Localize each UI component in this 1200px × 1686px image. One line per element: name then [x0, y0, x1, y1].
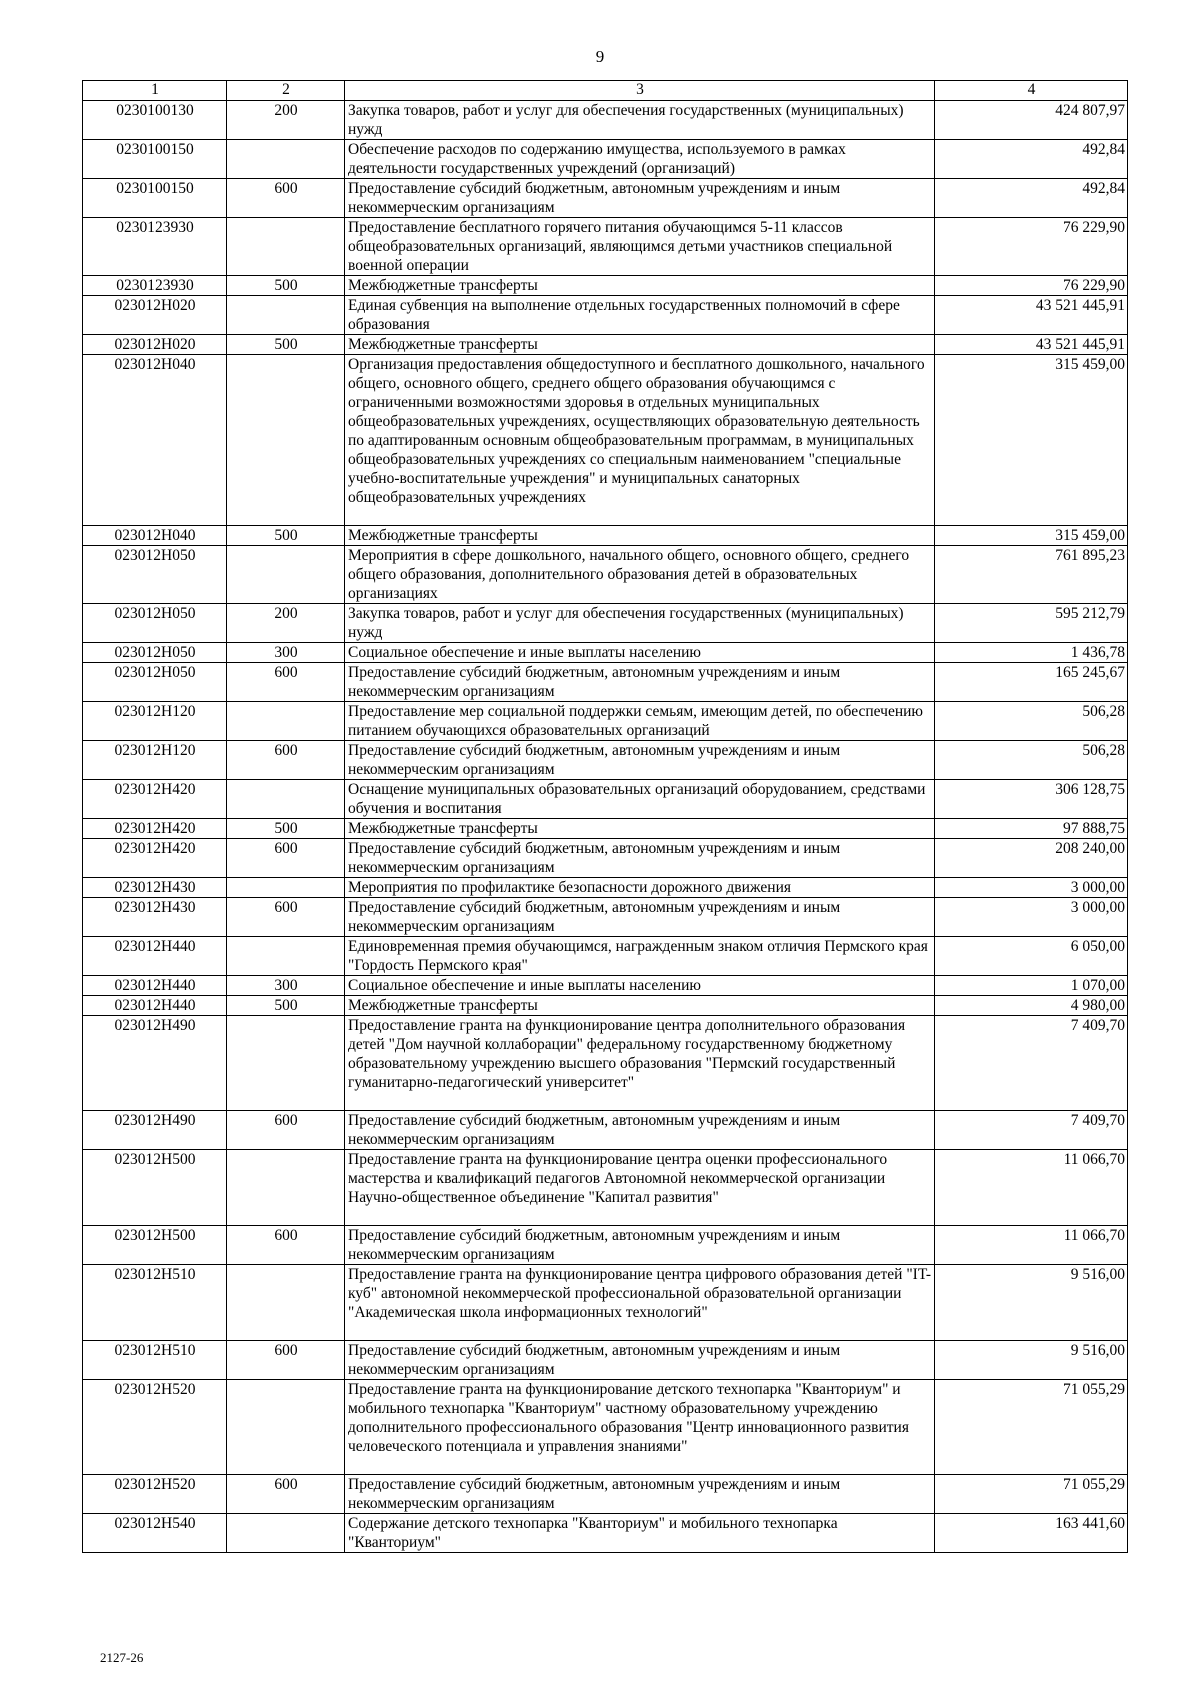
cell-code: 023012Н040	[83, 355, 227, 526]
cell-description: Предоставление субсидий бюджетным, автономным учреждениям и иным некоммерческим организациям	[345, 179, 935, 218]
cell-code: 023012Н050	[83, 604, 227, 643]
cell-amount: 9 516,00	[935, 1265, 1128, 1341]
table-row	[83, 702, 1128, 741]
table-row	[83, 218, 1128, 276]
cell-expense-type: 600	[227, 179, 345, 218]
cell-expense-type: 300	[227, 976, 345, 996]
cell-description: Предоставление гранта на функционирование центра дополнительного образования детей "Дом научной коллаборации" федеральному государственному бюджетному образовательному учреждению высшего образования "Пермский государственный гуманитарно-педагогический университет"	[345, 1016, 935, 1111]
cell-description: Предоставление гранта на функционирование центра цифрового образования детей "IT-куб" автономной некоммерческой профессиональной образовательной организации "Академическая школа информационных технологий"	[345, 1265, 935, 1341]
cell-code: 0230100130	[83, 101, 227, 140]
cell-amount: 7 409,70	[935, 1111, 1128, 1150]
cell-expense-type: 600	[227, 663, 345, 702]
cell-expense-type	[227, 140, 345, 179]
table-row	[83, 996, 1128, 1016]
table-row	[83, 839, 1128, 878]
cell-expense-type	[227, 780, 345, 819]
table-row	[83, 1380, 1128, 1475]
cell-code: 023012Н500	[83, 1150, 227, 1226]
cell-expense-type: 600	[227, 839, 345, 878]
table-row	[83, 1265, 1128, 1341]
cell-description: Предоставление субсидий бюджетным, автономным учреждениям и иным некоммерческим организациям	[345, 741, 935, 780]
cell-code: 023012Н540	[83, 1514, 227, 1553]
table-row	[83, 276, 1128, 296]
table-row	[83, 355, 1128, 526]
cell-amount: 506,28	[935, 702, 1128, 741]
table-row	[83, 643, 1128, 663]
table-row	[83, 1341, 1128, 1380]
cell-code: 023012Н440	[83, 996, 227, 1016]
cell-code: 023012Н420	[83, 780, 227, 819]
budget-table	[82, 80, 1128, 1553]
cell-expense-type: 500	[227, 526, 345, 546]
document-code: 2127-26	[100, 1650, 144, 1665]
cell-description: Единая субвенция на выполнение отдельных государственных полномочий в сфере образования	[345, 296, 935, 335]
cell-expense-type	[227, 878, 345, 898]
cell-expense-type: 600	[227, 1341, 345, 1380]
cell-expense-type: 600	[227, 1111, 345, 1150]
cell-code: 023012Н520	[83, 1475, 227, 1514]
cell-description: Закупка товаров, работ и услуг для обеспечения государственных (муниципальных) нужд	[345, 101, 935, 140]
cell-description: Закупка товаров, работ и услуг для обеспечения государственных (муниципальных) нужд	[345, 604, 935, 643]
cell-expense-type: 500	[227, 996, 345, 1016]
cell-expense-type: 200	[227, 604, 345, 643]
cell-amount: 97 888,75	[935, 819, 1128, 839]
cell-amount: 3 000,00	[935, 878, 1128, 898]
cell-amount: 6 050,00	[935, 937, 1128, 976]
cell-description: Межбюджетные трансферты	[345, 276, 935, 296]
cell-description: Предоставление гранта на функционирование детского технопарка "Кванториум" и мобильного технопарка "Кванториум" частному образовательному учреждению дополнительного профессионального образования "Центр инновационного развития человеческого потенциала и управления знаниями"	[345, 1380, 935, 1475]
cell-description: Содержание детского технопарка "Кванториум" и мобильного технопарка "Кванториум"	[345, 1514, 935, 1553]
header-col-3: 3	[345, 81, 935, 101]
header-col-4: 4	[935, 81, 1128, 101]
cell-code: 023012Н490	[83, 1016, 227, 1111]
table-body	[83, 101, 1128, 1553]
cell-description: Единовременная премия обучающимся, награжденным знаком отличия Пермского края "Гордость Пермского края"	[345, 937, 935, 976]
cell-expense-type: 600	[227, 1226, 345, 1265]
cell-amount: 76 229,90	[935, 276, 1128, 296]
table-row	[83, 780, 1128, 819]
cell-expense-type	[227, 1150, 345, 1226]
cell-expense-type	[227, 1514, 345, 1553]
cell-expense-type: 500	[227, 276, 345, 296]
cell-code: 023012Н500	[83, 1226, 227, 1265]
table-row	[83, 101, 1128, 140]
cell-code: 023012Н490	[83, 1111, 227, 1150]
cell-code: 023012Н120	[83, 741, 227, 780]
table-row	[83, 1475, 1128, 1514]
cell-description: Предоставление субсидий бюджетным, автономным учреждениям и иным некоммерческим организациям	[345, 1226, 935, 1265]
cell-code: 0230123930	[83, 276, 227, 296]
cell-description: Мероприятия в сфере дошкольного, начального общего, основного общего, среднего общего образования, дополнительного образования детей в образовательных организациях	[345, 546, 935, 604]
cell-amount: 492,84	[935, 179, 1128, 218]
table-row	[83, 976, 1128, 996]
cell-amount: 315 459,00	[935, 526, 1128, 546]
table-row	[83, 663, 1128, 702]
table-row	[83, 1150, 1128, 1226]
cell-expense-type: 500	[227, 335, 345, 355]
cell-code: 023012Н050	[83, 546, 227, 604]
cell-expense-type	[227, 355, 345, 526]
cell-description: Оснащение муниципальных образовательных организаций оборудованием, средствами обучения и воспитания	[345, 780, 935, 819]
cell-code: 0230123930	[83, 218, 227, 276]
cell-description: Предоставление субсидий бюджетным, автономным учреждениям и иным некоммерческим организациям	[345, 1475, 935, 1514]
cell-code: 023012Н440	[83, 937, 227, 976]
cell-expense-type: 200	[227, 101, 345, 140]
cell-amount: 424 807,97	[935, 101, 1128, 140]
cell-code: 0230100150	[83, 140, 227, 179]
cell-code: 023012Н510	[83, 1265, 227, 1341]
cell-amount: 506,28	[935, 741, 1128, 780]
cell-amount: 208 240,00	[935, 839, 1128, 878]
cell-code: 023012Н040	[83, 526, 227, 546]
header-row	[83, 81, 1128, 101]
cell-expense-type	[227, 1265, 345, 1341]
table-row	[83, 1016, 1128, 1111]
cell-description: Обеспечение расходов по содержанию имущества, используемого в рамках деятельности государственных учреждений (организаций)	[345, 140, 935, 179]
cell-expense-type	[227, 1016, 345, 1111]
table-row	[83, 1514, 1128, 1553]
table-row	[83, 1111, 1128, 1150]
cell-amount: 4 980,00	[935, 996, 1128, 1016]
cell-code: 023012Н120	[83, 702, 227, 741]
cell-expense-type	[227, 296, 345, 335]
cell-description: Предоставление мер социальной поддержки семьям, имеющим детей, по обеспечению питанием обучающихся образовательных организаций	[345, 702, 935, 741]
table-row	[83, 179, 1128, 218]
table-row	[83, 819, 1128, 839]
table-row	[83, 140, 1128, 179]
cell-description: Предоставление бесплатного горячего питания обучающимся 5-11 классов общеобразовательных организаций, являющимся детьми участников специальной военной операции	[345, 218, 935, 276]
cell-amount: 492,84	[935, 140, 1128, 179]
table-row	[83, 296, 1128, 335]
cell-code: 023012Н430	[83, 898, 227, 937]
table-row	[83, 526, 1128, 546]
cell-code: 023012Н420	[83, 819, 227, 839]
cell-amount: 71 055,29	[935, 1475, 1128, 1514]
cell-code: 023012Н050	[83, 643, 227, 663]
table-row	[83, 335, 1128, 355]
table-row	[83, 604, 1128, 643]
cell-expense-type	[227, 1380, 345, 1475]
cell-expense-type	[227, 937, 345, 976]
cell-description: Предоставление субсидий бюджетным, автономным учреждениям и иным некоммерческим организациям	[345, 663, 935, 702]
cell-amount: 315 459,00	[935, 355, 1128, 526]
cell-description: Предоставление субсидий бюджетным, автономным учреждениям и иным некоммерческим организациям	[345, 1341, 935, 1380]
cell-expense-type: 600	[227, 741, 345, 780]
table-row	[83, 898, 1128, 937]
cell-amount: 11 066,70	[935, 1226, 1128, 1265]
cell-expense-type	[227, 546, 345, 604]
cell-amount: 11 066,70	[935, 1150, 1128, 1226]
cell-code: 0230100150	[83, 179, 227, 218]
cell-expense-type	[227, 702, 345, 741]
cell-amount: 165 245,67	[935, 663, 1128, 702]
cell-expense-type: 300	[227, 643, 345, 663]
cell-amount: 7 409,70	[935, 1016, 1128, 1111]
table-row	[83, 878, 1128, 898]
cell-description: Мероприятия по профилактике безопасности дорожного движения	[345, 878, 935, 898]
cell-description: Межбюджетные трансферты	[345, 819, 935, 839]
cell-code: 023012Н020	[83, 335, 227, 355]
cell-amount: 306 128,75	[935, 780, 1128, 819]
cell-code: 023012Н430	[83, 878, 227, 898]
cell-amount: 43 521 445,91	[935, 335, 1128, 355]
header-col-2: 2	[227, 81, 345, 101]
cell-amount: 163 441,60	[935, 1514, 1128, 1553]
cell-amount: 761 895,23	[935, 546, 1128, 604]
cell-expense-type: 600	[227, 1475, 345, 1514]
cell-amount: 76 229,90	[935, 218, 1128, 276]
cell-description: Межбюджетные трансферты	[345, 996, 935, 1016]
cell-description: Организация предоставления общедоступного и бесплатного дошкольного, начального общего, основного общего, среднего общего образования обучающимся с ограниченными возможностями здоровья в отдельных муниципальных общеобразовательных учреждениях, осуществляющих образовательную деятельность по адаптированным основным общеобразовательным программам, в муниципальных общеобразовательных учреждениях со специальным наименованием "специальные учебно-воспитательные учреждения" и муниципальных санаторных общеобразовательных учреждениях	[345, 355, 935, 526]
cell-code: 023012Н050	[83, 663, 227, 702]
cell-code: 023012Н520	[83, 1380, 227, 1475]
cell-amount: 595 212,79	[935, 604, 1128, 643]
cell-amount: 1 070,00	[935, 976, 1128, 996]
page-number: 9	[595, 47, 605, 66]
cell-description: Социальное обеспечение и иные выплаты населению	[345, 643, 935, 663]
cell-code: 023012Н020	[83, 296, 227, 335]
cell-description: Предоставление гранта на функционирование центра оценки профессионального мастерства и квалификаций педагогов Автономной некоммерческой организации Научно-общественное объединение "Капитал развития"	[345, 1150, 935, 1226]
table-row	[83, 937, 1128, 976]
cell-code: 023012Н440	[83, 976, 227, 996]
cell-description: Предоставление субсидий бюджетным, автономным учреждениям и иным некоммерческим организациям	[345, 898, 935, 937]
cell-description: Межбюджетные трансферты	[345, 526, 935, 546]
cell-amount: 71 055,29	[935, 1380, 1128, 1475]
cell-description: Предоставление субсидий бюджетным, автономным учреждениям и иным некоммерческим организациям	[345, 1111, 935, 1150]
cell-code: 023012Н420	[83, 839, 227, 878]
cell-description: Предоставление субсидий бюджетным, автономным учреждениям и иным некоммерческим организациям	[345, 839, 935, 878]
cell-amount: 43 521 445,91	[935, 296, 1128, 335]
cell-amount: 9 516,00	[935, 1341, 1128, 1380]
header-col-1: 1	[83, 81, 227, 101]
cell-expense-type: 500	[227, 819, 345, 839]
cell-amount: 3 000,00	[935, 898, 1128, 937]
cell-expense-type: 600	[227, 898, 345, 937]
cell-description: Межбюджетные трансферты	[345, 335, 935, 355]
table-row	[83, 1226, 1128, 1265]
table-row	[83, 741, 1128, 780]
table-row	[83, 546, 1128, 604]
cell-expense-type	[227, 218, 345, 276]
cell-code: 023012Н510	[83, 1341, 227, 1380]
cell-amount: 1 436,78	[935, 643, 1128, 663]
cell-description: Социальное обеспечение и иные выплаты населению	[345, 976, 935, 996]
